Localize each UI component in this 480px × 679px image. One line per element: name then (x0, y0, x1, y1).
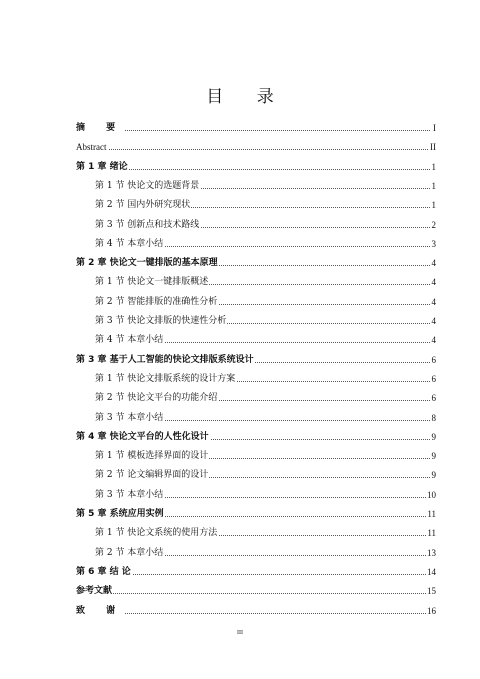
toc-entry-label: 第 3 节 本章小结 (95, 489, 164, 500)
toc-entry-page: 1 (431, 200, 436, 211)
toc-leader-dots (80, 613, 430, 614)
toc-entry-label: 第 2 节 本章小结 (95, 547, 164, 558)
toc-entry-label: 第 1 章 绪论 (76, 161, 128, 172)
toc-section-entry[interactable] (0, 237, 480, 251)
toc-section-entry[interactable] (0, 314, 480, 328)
toc-entry-label: 第 4 章 快论文平台的人性化设计 (76, 431, 209, 442)
toc-entry-page: 4 (431, 258, 436, 269)
toc-entry-label: 第 1 节 快论文的选题背景 (95, 180, 200, 191)
toc-section-entry[interactable] (0, 449, 480, 463)
toc-section-entry[interactable] (0, 179, 480, 193)
toc-entry-label: 第 6 章 结 论 (76, 566, 131, 577)
toc-entry-page: 4 (431, 335, 436, 346)
toc-entry-label: 第 2 节 快论文平台的功能介绍 (95, 393, 218, 404)
toc-entry-label: 第 3 节 本章小结 (95, 412, 164, 423)
toc-entry-page: I (433, 123, 436, 133)
toc-section-entry[interactable] (0, 526, 480, 540)
toc-entry-label: 第 2 节 论文编辑界面的设计 (95, 470, 209, 481)
toc-entry-label: Abstract (76, 142, 107, 153)
page-title: 目 录 (206, 87, 288, 107)
toc-section-entry[interactable] (0, 372, 480, 386)
toc-entry-label: 第 1 节 快论文排版系统的设计方案 (95, 373, 236, 384)
toc-entry-page: 6 (431, 393, 436, 404)
toc-chapter-entry[interactable] (0, 584, 480, 598)
toc-entry-page: 4 (431, 296, 436, 307)
toc-section-entry[interactable] (0, 198, 480, 212)
toc-section-entry[interactable] (0, 218, 480, 232)
toc-entry-label: 致 谢 (76, 605, 125, 616)
toc-entry-page: 10 (427, 489, 436, 500)
toc-entry-label: 第 4 节 本章小结 (95, 238, 164, 249)
toc-entry-label: 第 3 节 快论文排版的快速性分析 (95, 316, 227, 326)
toc-entry-page: II (430, 142, 436, 153)
toc-chapter-entry[interactable] (0, 256, 480, 270)
toc-entry-page: 8 (431, 412, 436, 423)
toc-entry-page: 16 (427, 605, 436, 616)
page-number: III (237, 630, 243, 636)
toc-section-entry[interactable] (0, 488, 480, 502)
toc-chapter-entry[interactable] (0, 507, 480, 521)
toc-leader-dots (80, 593, 430, 594)
toc-chapter-entry[interactable] (0, 140, 480, 154)
toc-leader-dots (80, 574, 430, 575)
toc-entry-label: 第 1 节 快论文系统的使用方法 (95, 528, 218, 539)
toc-chapter-entry[interactable] (0, 353, 480, 367)
toc-leader-dots (80, 169, 430, 170)
toc-entry-page: 9 (431, 451, 436, 462)
toc-entry-page: 9 (431, 431, 436, 442)
toc-entry-label: 第 2 节 国内外研究现状 (95, 200, 191, 211)
toc-entry-page: 13 (427, 547, 436, 558)
toc-entry-page: 6 (431, 354, 436, 365)
toc-entry-label: 第 1 节 快论文一键排版概述 (95, 277, 209, 288)
toc-entry-label: 第 5 章 系统应用实例 (76, 509, 164, 519)
toc-section-entry[interactable] (0, 546, 480, 560)
toc-entry-page: 15 (427, 586, 436, 597)
toc-entry-page: 14 (427, 566, 436, 577)
toc-section-entry[interactable] (0, 333, 480, 347)
toc-section-entry[interactable] (0, 391, 480, 405)
toc-chapter-entry[interactable] (0, 565, 480, 579)
toc-entry-page: 4 (431, 277, 436, 288)
toc-chapter-entry[interactable] (0, 121, 480, 135)
toc-entry-page: 9 (431, 470, 436, 481)
toc-entry-page: 11 (427, 528, 436, 539)
toc-entry-label: 参考文献 (76, 586, 113, 597)
toc-entry-label: 摘 要 (76, 123, 125, 133)
toc-chapter-entry[interactable] (0, 430, 480, 444)
toc-entry-page: 2 (431, 219, 436, 230)
toc-entry-page: 11 (427, 509, 436, 519)
toc-leader-dots (80, 130, 430, 131)
toc-section-entry[interactable] (0, 411, 480, 425)
toc-entry-page: 3 (431, 238, 436, 249)
toc-entry-label: 第 2 节 智能排版的准确性分析 (95, 296, 218, 307)
toc-chapter-entry[interactable] (0, 604, 480, 618)
toc-entry-label: 第 3 章 基于人工智能的快论文排版系统设计 (76, 354, 254, 365)
toc-entry-page: 1 (431, 180, 436, 191)
toc-chapter-entry[interactable] (0, 160, 480, 174)
toc-entry-page: 4 (431, 316, 436, 326)
toc-entry-label: 第 2 章 快论文一键排版的基本原理 (76, 258, 218, 269)
toc-entry-label: 第 4 节 本章小结 (95, 335, 164, 346)
toc-entry-label: 第 3 节 创新点和技术路线 (95, 219, 200, 230)
toc-section-entry[interactable] (0, 468, 480, 482)
toc-entry-label: 第 1 节 模板选择界面的设计 (95, 451, 209, 462)
toc-section-entry[interactable] (0, 275, 480, 289)
toc-entry-page: 6 (431, 373, 436, 384)
toc-section-entry[interactable] (0, 295, 480, 309)
toc-leader-dots (80, 149, 430, 150)
toc-entry-page: 1 (431, 161, 436, 172)
